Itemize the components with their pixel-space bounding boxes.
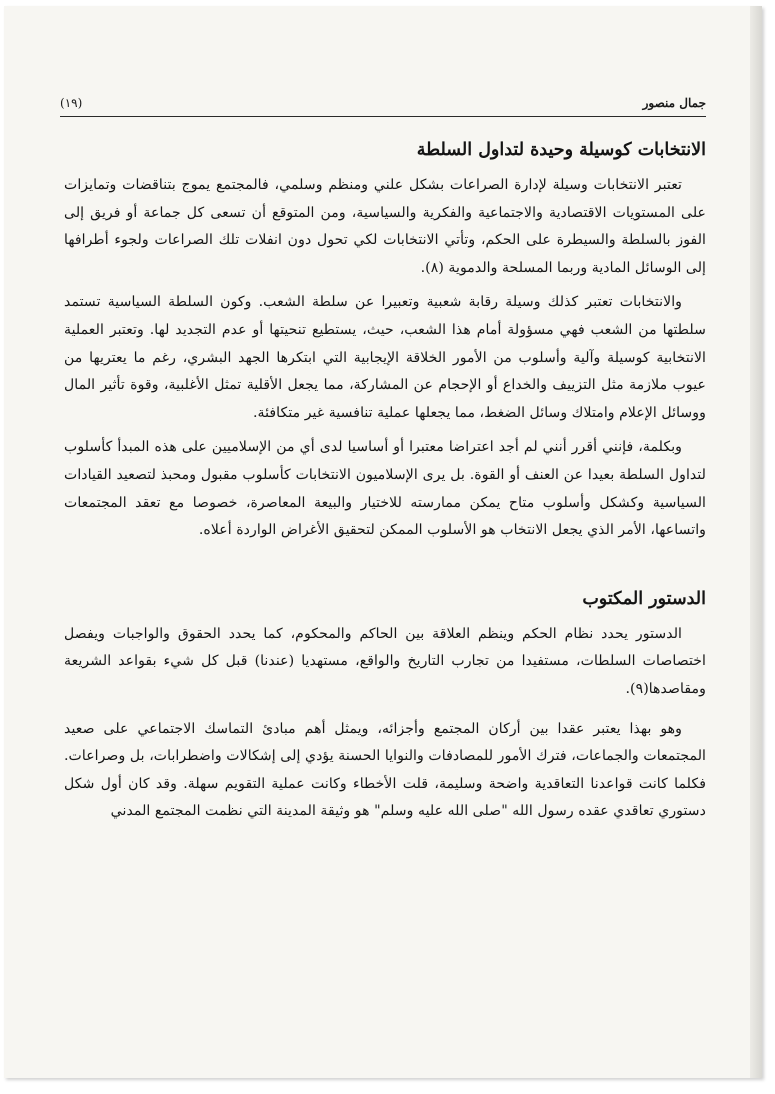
running-header bbox=[60, 96, 706, 117]
paragraph: وهو بهذا يعتبر عقدا بين أركان المجتمع وأجزائه، ويمثل أهم مبادئ التماسك الاجتماعي على صعيد المجتمعات والجماعات، فترك الأمور للمصادفات والنوايا الحسنة يؤدي إلى إشكالات واضطرابات، بل وصراعات. فكلما كانت قواعدنا التعاقدية واضحة وسليمة، قلت الأخطاء وكانت عملية التقويم سهلة. وقد كان أول شكل دستوري تعاقدي عقده رسول الله "صلى الله عليه وسلم" هو وثيقة المدينة التي نظمت المجتمع المدني bbox=[64, 720, 706, 820]
paragraph: الدستور يحدد نظام الحكم وينظم العلاقة بين الحاكم والمحكوم، كما يحدد الحقوق والواجبات ويفصل اختصاصات السلطات، مستفيدا من تجارب التاريخ والواقع، مستهديا (عندنا) قبل كل شيء بقواعد الشريعة ومقاصدها(٩). bbox=[64, 625, 706, 697]
section-heading-constitution: الدستور المكتوب bbox=[582, 588, 706, 609]
page-number: (١٩) bbox=[60, 96, 83, 110]
author-name: جمال منصور bbox=[642, 96, 706, 110]
section-heading-elections: الانتخابات كوسيلة وحيدة لتداول السلطة bbox=[416, 140, 706, 160]
page-edge-shadow bbox=[750, 6, 762, 1078]
paragraph: تعتبر الانتخابات وسيلة لإدارة الصراعات بشكل علني ومنظم وسلمي، فالمجتمع يموج بتناقضات وتمايزات على المستويات الاقتصادية والاجتماعية والفكرية والسياسية، ومن المتوقع أن تسعى كل جماعة أو فريق إلى الفوز بالسلطة والسيطرة على الحكم، وتأتي الانتخابات لكي تحول دون انفلات تلك الصراعات ولجوء أطرافها إلى الوسائل المادية وربما المسلحة والدموية (٨). bbox=[64, 177, 706, 276]
page-content bbox=[64, 136, 706, 826]
paragraph: والانتخابات تعتبر كذلك وسيلة رقابة شعبية وتعبيرا عن سلطة الشعب. وكون السلطة السياسية تستمد سلطتها من الشعب فهي مسؤولة أمام هذا الشعب، حيث، يستطيع تنحيتها أو عدم التجديد لها. وتعتبر العملية الانتخابية كوسيلة وآلية وأسلوب من الأمور الخلاقة الإيجابية التي ابتكرها الجهد البشري، رغم ما يعتريها من عيوب ملازمة مثل التزييف والخداع أو الإحجام عن المشاركة، مما يجعل الأقلية تمثل الأغلبية، وقوة تأثير المال ووسائل الإعلام وامتلاك وسائل الضغط، مما يجعلها عملية تنافسية غير متكافئة. bbox=[64, 294, 706, 421]
paragraph: وبكلمة، فإنني أقرر أنني لم أجد اعتراضا معتبرا أو أساسيا لدى أي من الإسلاميين على هذه المبدأ كأسلوب لتداول السلطة بعيدا عن العنف أو القوة. بل يرى الإسلاميون الانتخابات كأسلوب مقبول ومحبذ لتصعيد القيادات السياسية وكشكل وأسلوب متاح يمكن ممارسته للاختيار والبيعة المعاصرة، خصوصا مع تعقد المجتمعات واتساعها، الأمر الذي يجعل الانتخاب هو الأسلوب الممكن لتحقيق الأغراض الواردة أعلاه. bbox=[64, 439, 706, 539]
